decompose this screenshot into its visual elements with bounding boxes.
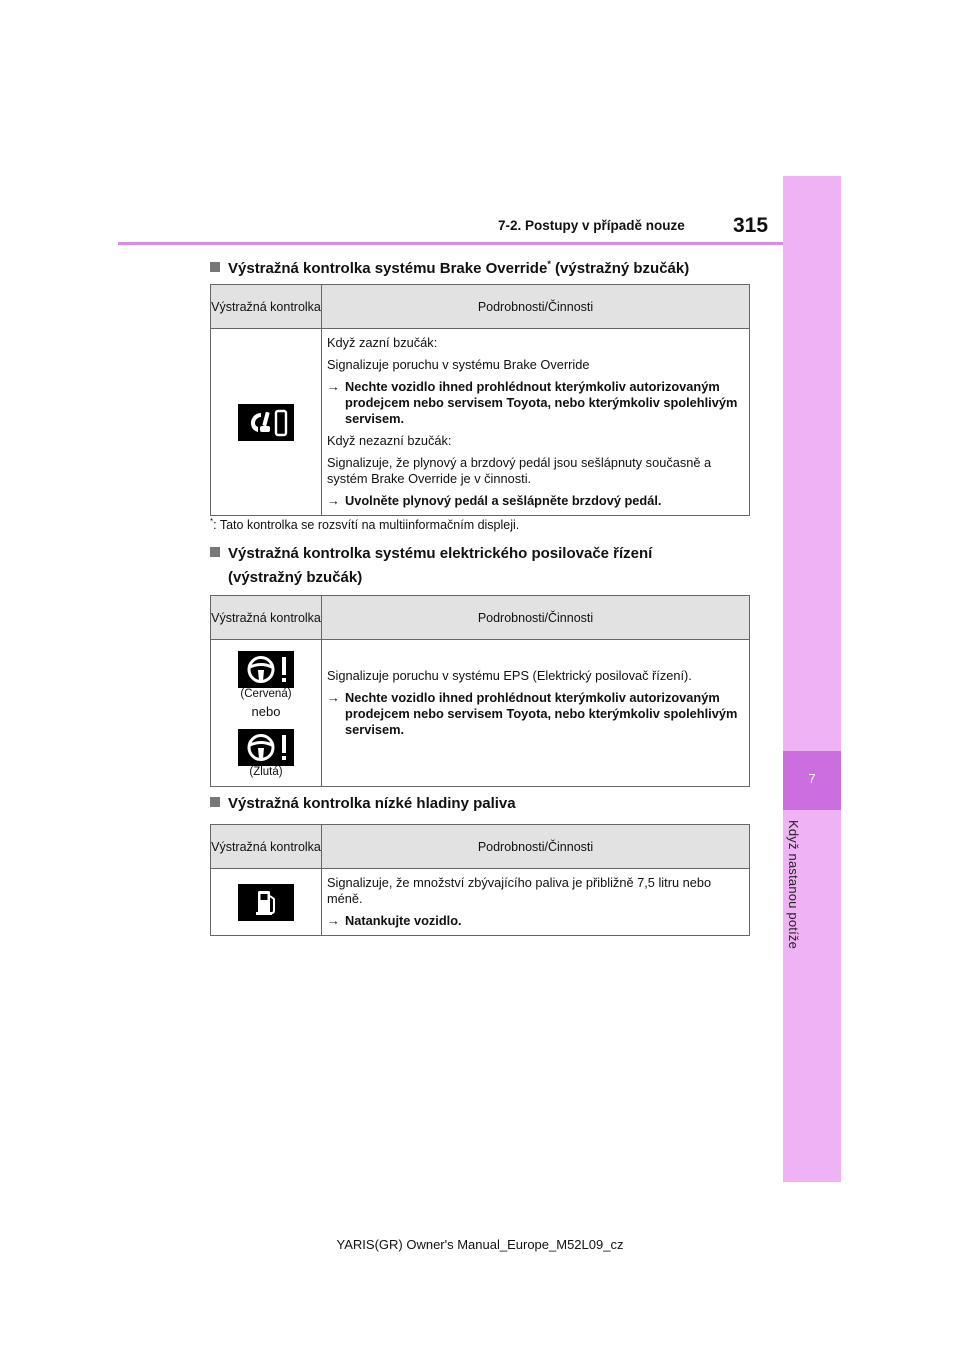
- chapter-title: Když nastanou potíže: [786, 820, 801, 950]
- column-header-details: Podrobnosti/Činnosti: [322, 285, 750, 329]
- eps-warning-icon: [238, 651, 294, 688]
- section-heading-fuel: Výstražná kontrolka nízké hladiny paliva: [210, 793, 516, 815]
- eps-warning-icon: [238, 729, 294, 766]
- column-header-indicator: Výstražná kontrolka: [211, 285, 322, 329]
- column-header-indicator: Výstražná kontrolka: [211, 825, 322, 869]
- details-cell: Když zazní bzučák: Signalizuje poruchu v systému Brake Override → Nechte vozidlo ihned prohlédnout kterýmkoliv autorizovaným prodejcem nebo servisem Toyota, nebo kterýmkoliv spolehlivým servisem. Když nezazní bzučák: Signalizuje, že plynový a brzdový pedál jsou sešlápnuty současně a systém Brake Override je v činnosti. → Uvolněte plynový pedál a sešlápněte brzdový pedál.: [322, 329, 750, 516]
- chapter-number-tab: [783, 751, 841, 810]
- color-caption-red: (Červená): [240, 687, 292, 700]
- details-cell: Signalizuje, že množství zbývajícího paliva je přibližně 7,5 litru nebo méně. → Natankujte vozidlo.: [322, 869, 750, 936]
- bullet-square-icon: [210, 547, 220, 557]
- column-header-details: Podrobnosti/Činnosti: [322, 825, 750, 869]
- header-rule: [118, 242, 783, 245]
- action-instruction: → Nechte vozidlo ihned prohlédnout kterýmkoliv autorizovaným prodejcem nebo servisem Toyota, nebo kterýmkoliv spolehlivým servisem.: [327, 690, 738, 737]
- action-instruction: → Uvolněte plynový pedál a sešlápněte brzdový pedál.: [327, 493, 662, 508]
- chapter-number: 7: [808, 771, 816, 786]
- page-number: 315: [733, 214, 769, 237]
- eps-table: [210, 595, 750, 787]
- column-header-indicator: Výstražná kontrolka: [211, 596, 322, 640]
- details-cell: Signalizuje poruchu v systému EPS (Elektrický posilovač řízení). → Nechte vozidlo ihned prohlédnout kterýmkoliv autorizovaným prodejcem nebo servisem Toyota, nebo kterýmkoliv spolehlivým servisem.: [322, 640, 750, 787]
- action-instruction: → Natankujte vozidlo.: [327, 913, 462, 928]
- action-instruction: → Nechte vozidlo ihned prohlédnout kterýmkoliv autorizovaným prodejcem nebo servisem Toyota, nebo kterýmkoliv spolehlivým servisem.: [327, 379, 738, 426]
- chapter-tab: [783, 176, 841, 1182]
- bullet-square-icon: [210, 797, 220, 807]
- brake-override-icon: [238, 404, 294, 441]
- bullet-square-icon: [210, 262, 220, 272]
- brake-override-table: [210, 284, 750, 516]
- section-heading-brake-override: Výstražná kontrolka systému Brake Override* (výstražný bzučák): [210, 253, 689, 280]
- fuel-table: [210, 824, 750, 936]
- footnote: *: Tato kontrolka se rozsvítí na multiinformačním displeji.: [210, 517, 520, 533]
- section-title: 7-2. Postupy v případě nouze: [498, 218, 685, 233]
- column-header-details: Podrobnosti/Činnosti: [322, 596, 750, 640]
- section-heading-eps: Výstražná kontrolka systému elektrického posilovače řízení (výstražný bzučák): [210, 543, 652, 589]
- indicator-cell: [211, 329, 322, 516]
- indicator-cell: [211, 640, 322, 787]
- page-footer: YARIS(GR) Owner's Manual_Europe_M52L09_cz: [336, 1237, 624, 1252]
- color-caption-yellow: (Žlutá): [249, 765, 283, 778]
- or-label: nebo: [251, 703, 281, 719]
- fuel-pump-icon: [238, 884, 294, 921]
- indicator-cell: [211, 869, 322, 936]
